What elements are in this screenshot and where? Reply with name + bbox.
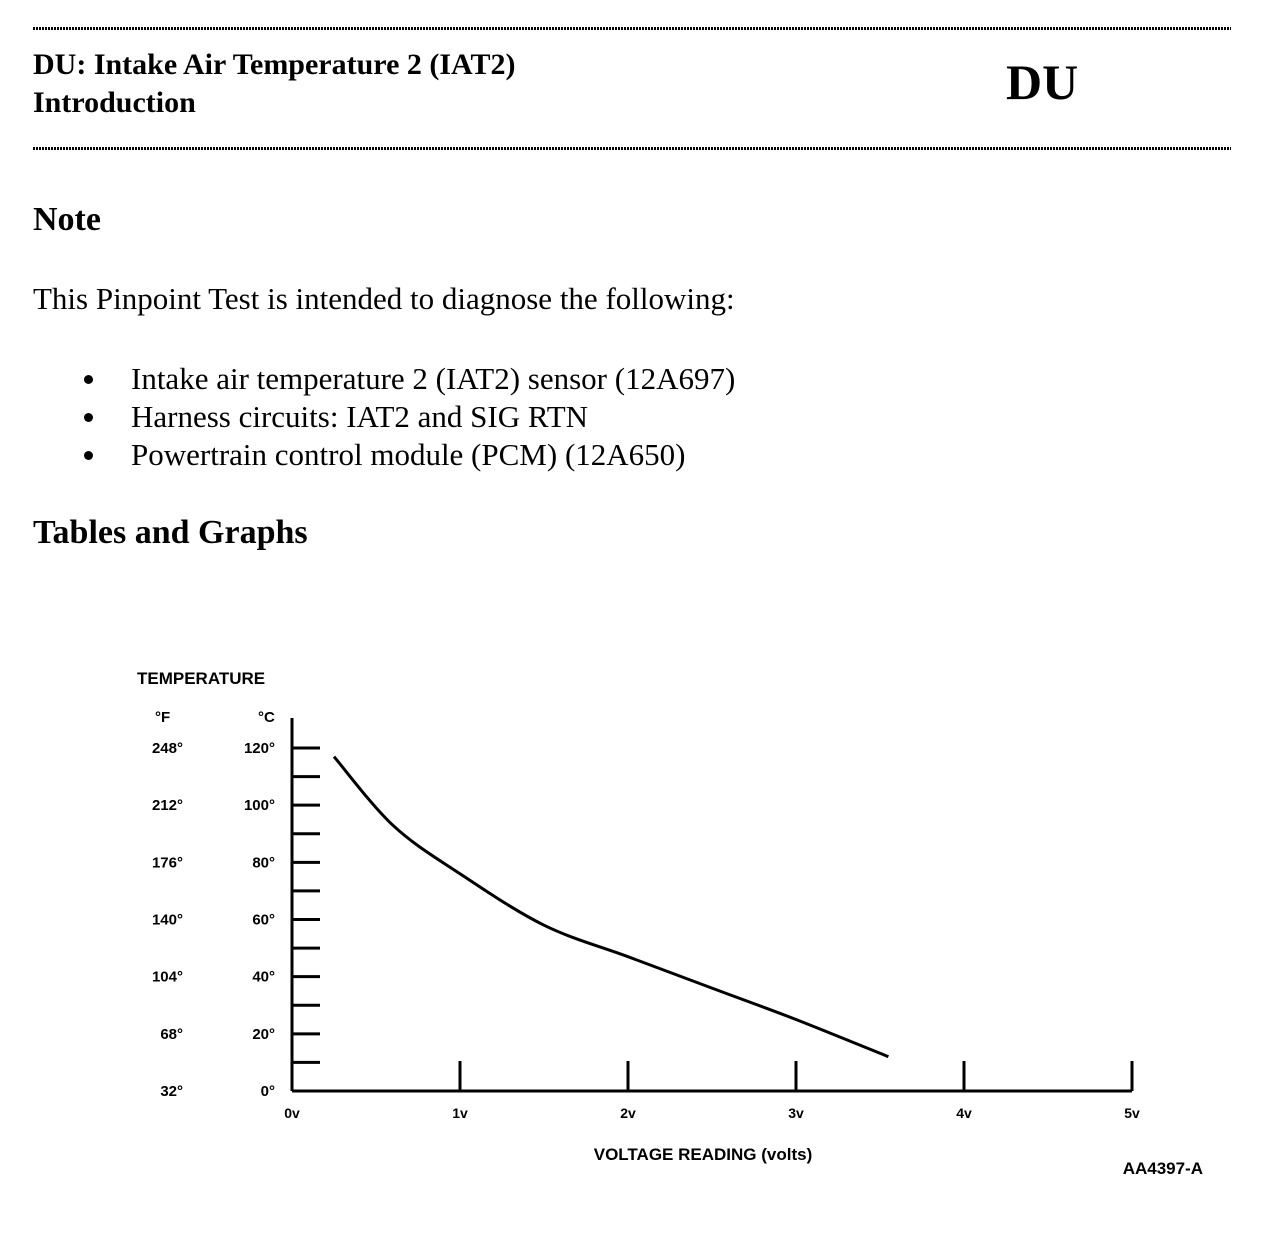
bullet-icon: [84, 375, 93, 384]
bullet-icon: [84, 413, 93, 422]
x-axis-label: VOLTAGE READING (volts): [593, 1145, 813, 1164]
axis-label-fahrenheit: °F: [155, 709, 171, 726]
y-tick-label-c: 120°: [243, 740, 275, 757]
title-line-2: Introduction: [33, 86, 196, 119]
series-line: [334, 757, 888, 1057]
note-heading: Note: [33, 201, 101, 238]
x-tick-label: 2v: [620, 1105, 636, 1121]
y-tick-label-c: 100°: [243, 797, 275, 815]
y-tick-label-f: 140°: [151, 911, 183, 929]
tables-heading: Tables and Graphs: [33, 514, 308, 551]
section-code: DU: [1006, 54, 1079, 110]
x-tick-label: 5v: [1124, 1105, 1140, 1121]
y-axis: [152, 718, 320, 1100]
intro-text: This Pinpoint Test is intended to diagnose the following:: [33, 281, 735, 316]
list-item-text: Harness circuits: IAT2 and SIG RTN: [131, 399, 589, 434]
y-tick-label-f: 104°: [151, 968, 183, 986]
y-tick-label-f: 32°: [160, 1083, 183, 1100]
list-item: [0, 436, 735, 474]
chart-title: TEMPERATURE: [137, 669, 266, 688]
y-tick-label-c: 60°: [252, 911, 275, 929]
y-tick-label-c: 0°: [260, 1083, 275, 1100]
figure-id: AA4397-A: [1122, 1159, 1203, 1178]
bullet-icon: [84, 451, 93, 460]
y-tick-label-c: 20°: [252, 1025, 275, 1043]
list-item-text: Powertrain control module (PCM) (12A650): [131, 437, 686, 472]
y-tick-label-f: 212°: [151, 797, 183, 815]
list-item-text: Intake air temperature 2 (IAT2) sensor (12A697): [131, 361, 736, 396]
list-item: [0, 360, 735, 398]
title-line-1: DU: Intake Air Temperature 2 (IAT2): [33, 48, 516, 81]
diagnosis-list: [0, 360, 735, 474]
y-tick-label-f: 68°: [160, 1025, 183, 1043]
y-tick-label-c: 40°: [252, 968, 275, 986]
list-item: [0, 398, 735, 436]
x-axis: [284, 1061, 1140, 1121]
page-title: [33, 46, 516, 122]
x-tick-label: 0v: [284, 1105, 300, 1121]
y-tick-label-c: 80°: [252, 854, 275, 872]
x-tick-label: 3v: [788, 1105, 804, 1121]
bottom-rule: [33, 147, 1231, 150]
temperature-voltage-chart: [0, 600, 1264, 1200]
top-rule: [33, 27, 1231, 30]
y-tick-label-f: 248°: [151, 740, 183, 757]
y-tick-label-f: 176°: [151, 854, 183, 872]
x-tick-label: 1v: [452, 1105, 468, 1121]
axis-label-celsius: °C: [258, 709, 275, 726]
x-tick-label: 4v: [956, 1105, 972, 1121]
